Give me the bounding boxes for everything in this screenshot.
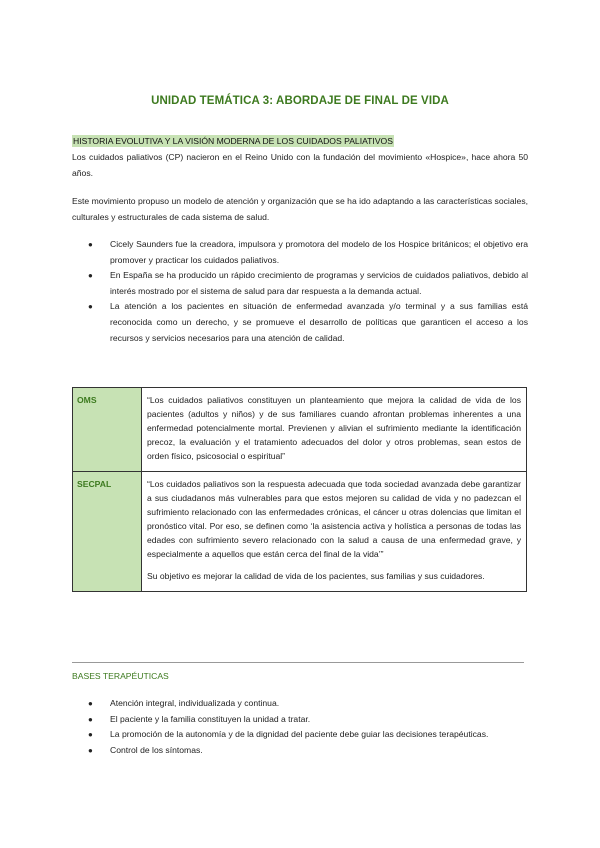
history-bullet-list: [72, 237, 528, 346]
bullet-icon: ●: [88, 302, 93, 312]
bullet-icon: ●: [88, 745, 93, 755]
table-row: [73, 472, 527, 592]
bullet-icon: ●: [88, 714, 93, 724]
list-item: [72, 268, 528, 299]
table-key-cell: SECPAL: [73, 472, 142, 592]
table-value-cell: [142, 388, 527, 472]
bullet-icon: ●: [88, 271, 93, 281]
list-item-text: La atención a los pacientes en situación de enfermedad avanzada y/o terminal y a sus familias está reconocida como un derecho, y se promueve el desarrollo de políticas que garanticen el acceso a los recursos y servicios necesarios para una atención de calidad.: [110, 301, 528, 343]
list-item-text: En España se ha producido un rápido crecimiento de programas y servicios de cuidados paliativos, debido al interés mostrado por el sistema de salud para dar respuesta a la demanda actual.: [110, 270, 528, 296]
bullet-icon: ●: [88, 699, 93, 708]
section-heading-history: HISTORIA EVOLUTIVA Y LA VISIÓN MODERNA DE LOS CUIDADOS PALIATIVOS: [73, 136, 393, 146]
list-item: [72, 696, 528, 712]
list-item-text: Control de los síntomas.: [110, 744, 203, 755]
bullet-icon: ●: [88, 730, 93, 740]
page-title: UNIDAD TEMÁTICA 3: ABORDAJE DE FINAL DE VIDA: [151, 95, 449, 107]
paragraph-model: Este movimiento propuso un modelo de atención y organización que se ha ido adaptando a las características sociales, culturales y estructurales de cada sistema de salud.: [72, 196, 528, 222]
bullet-icon: ●: [88, 240, 93, 249]
list-item: [72, 299, 528, 346]
list-item-text: La promoción de la autonomía y de la dignidad del paciente debe guiar las decisiones terapéuticas.: [110, 729, 489, 740]
list-item-text: Atención integral, individualizada y continua.: [110, 698, 280, 708]
section-heading-bases: BASES TERAPÉUTICAS: [72, 671, 169, 681]
definitions-table: [72, 387, 527, 592]
list-item: [72, 727, 528, 743]
section-divider: [72, 662, 524, 663]
table-row: [73, 388, 527, 472]
bases-bullet-list: [72, 696, 528, 758]
list-item: [72, 743, 528, 759]
definition-text: “Los cuidados paliativos constituyen un planteamiento que mejora la calidad de vida de los pacientes (adultos y niños) y de sus familiares cuando afrontan problemas inherentes a una enfermedad potencialmente mortal. Previenen y alivian el sufrimiento mediante la identificación precoz, la evaluación y el tratamiento adecuados del dolor y otros problemas, sean estos de orden físico, psicosocial o espiritual”: [147, 395, 521, 461]
list-item: [72, 712, 528, 728]
definition-text: “Los cuidados paliativos son la respuesta adecuada que toda sociedad avanzada debe garantizar a sus ciudadanos más vulnerables para que estos mejoren su calidad de vida y no padezcan el sufrimiento relacionado con las enfermedades crónicas, el cáncer u otras dolencias que limitan el pronóstico vital. Por eso, se definen como ‘la asistencia activa y holística a personas de todas las edades con sufrimiento severo relacionado con la salud a causa de una enfermedad grave, y especialmente a aquellos que están cerca del final de la vida’”: [147, 479, 521, 559]
table-key-cell: OMS: [73, 388, 142, 472]
list-item: [72, 237, 528, 268]
list-item-text: El paciente y la familia constituyen la unidad a tratar.: [110, 713, 311, 724]
paragraph-origin: Los cuidados paliativos (CP) nacieron en el Reino Unido con la fundación del movimiento «Hospice», hace ahora 50 años.: [72, 152, 528, 178]
table-value-cell: [142, 472, 527, 592]
list-item-text: Cicely Saunders fue la creadora, impulsora y promotora del modelo de los Hospice británicos; el objetivo era promover y practicar los cuidados paliativos.: [110, 239, 528, 265]
definition-extra-text: Su objetivo es mejorar la calidad de vida de los pacientes, sus familias y sus cuidadores.: [147, 571, 485, 581]
